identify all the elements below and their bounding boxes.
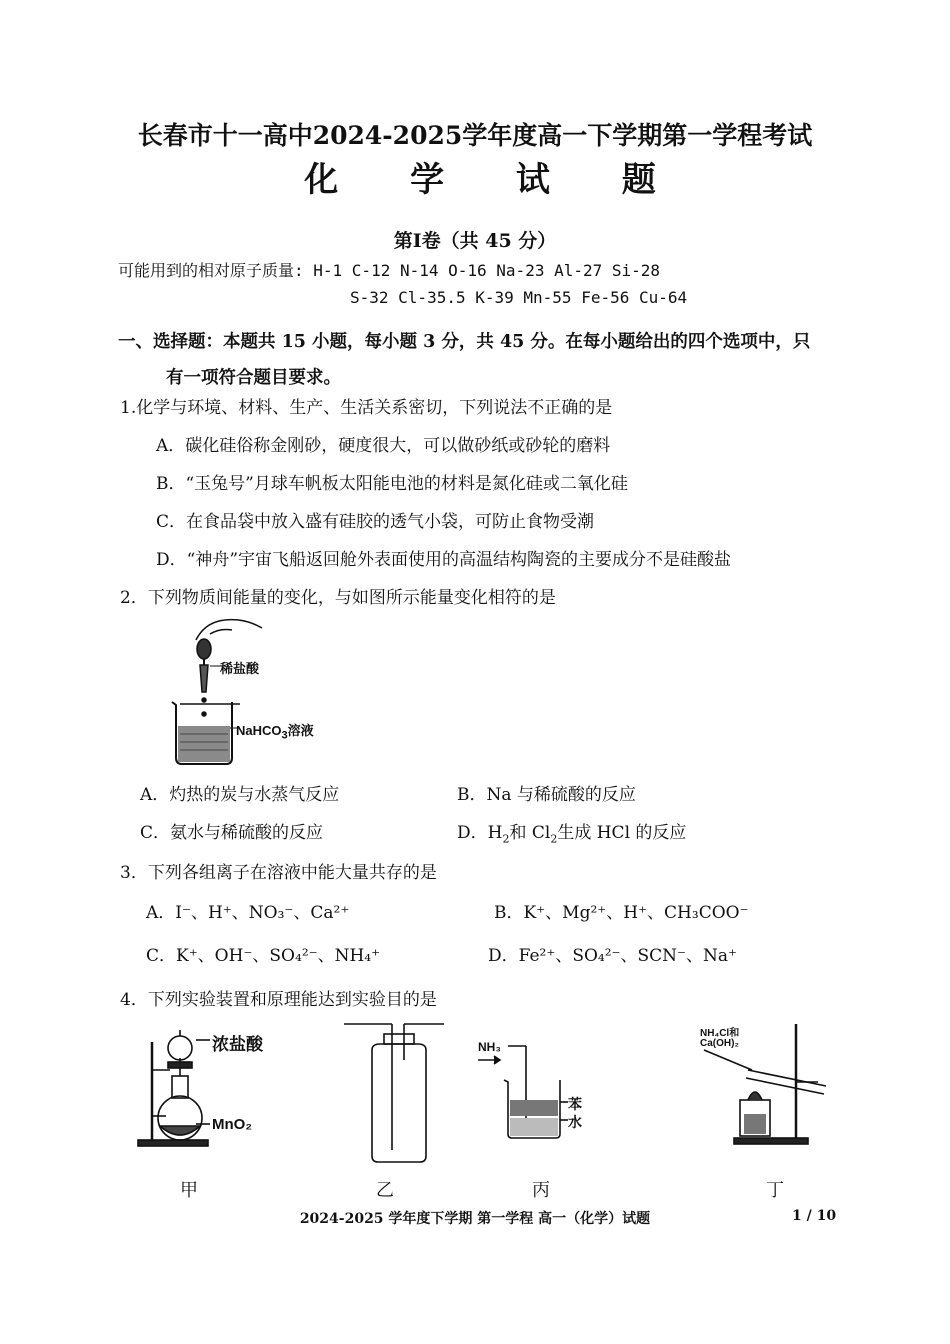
subject-title: 化 学 试 题 [304,160,686,200]
q2-option-b: B．Na 与稀硫酸的反应 [457,785,636,805]
q2-label-solution: NaHCO$_3$溶液 [236,723,314,742]
q4-jia-label-acid: 浓盐酸 [212,1035,263,1054]
q4-ding-label-2: Ca(OH)₂ [700,1038,739,1049]
exam-title: 长春市十一高中2024-2025学年度高一下学期第一学程考试 [137,121,813,150]
q3-option-c: C．K⁺、OH⁻、SO₄²⁻、NH₄⁺ [146,946,381,966]
q4-caption-yi: 乙 [376,1180,394,1201]
q3-option-a: A．I⁻、H⁺、NO₃⁻、Ca²⁺ [146,903,350,923]
section-heading: 一、选择题：本题共 15 小题，每小题 3 分，共 45 分。在每小题给出的四个选项中，只 [118,332,811,352]
q2-label-acid: 稀盐酸 [220,661,260,676]
page-footer: 2024-2025 学年度下学期 第一学程 高一（化学）试题 [299,1211,651,1227]
q4-jia-label-mno2: MnO₂ [212,1116,252,1133]
volume-heading: 第Ⅰ卷（共 45 分） [393,230,557,252]
q3-option-d: D．Fe²⁺、SO₄²⁻、SCN⁻、Na⁺ [488,946,738,966]
question-4-stem: 4．下列实验装置和原理能达到实验目的是 [120,990,437,1010]
question-3-stem: 3．下列各组离子在溶液中能大量共存的是 [120,863,437,883]
q2-option-a: A．灼热的炭与水蒸气反应 [140,785,340,805]
q1-option-c: C．在食品袋中放入盛有硅胶的透气小袋，可防止食物受潮 [156,512,595,532]
q2-option-c: C．氨水与稀硫酸的反应 [140,823,324,843]
q2-option-d: D．$H_2$和 $Cl_2$生成 HCl 的反应 [457,823,687,846]
section-heading-cont: 有一项符合题目要求。 [166,368,341,388]
atomic-masses-line2: S-32 Cl-35.5 K-39 Mn-55 Fe-56 Cu-64 [350,288,688,307]
page-number: 1 / 10 [792,1208,837,1224]
question-1-stem: 1.化学与环境、材料、生产、生活关系密切，下列说法不正确的是 [120,398,613,418]
q4-bing-label-water: 水 [568,1114,582,1130]
q4-caption-bing: 丙 [532,1180,550,1201]
q4-caption-ding: 丁 [766,1180,784,1201]
q3-option-b: B．K⁺、Mg²⁺、H⁺、CH₃COO⁻ [494,903,749,923]
q4-bing-label-nh3: NH₃ [478,1040,501,1054]
q1-option-d: D．“神舟”宇宙飞船返回舱外表面使用的高温结构陶瓷的主要成分不是硅酸盐 [156,550,732,570]
q1-option-b: B．“玉兔号”月球车帆板太阳能电池的材料是氮化硅或二氧化硅 [156,474,628,494]
q4-bing-label-benzene: 苯 [568,1096,582,1112]
q4-ding-label-1: NH₄Cl和 [700,1028,740,1039]
atomic-masses-line1: 可能用到的相对原子质量: H-1 C-12 N-14 O-16 Na-23 Al-27 Si-28 [118,261,661,280]
q1-option-a: A．碳化硅俗称金刚砂，硬度很大，可以做砂纸或砂轮的磨料 [156,436,611,456]
q4-caption-jia: 甲 [180,1180,198,1201]
question-2-stem: 2．下列物质间能量的变化，与如图所示能量变化相符的是 [120,588,556,608]
